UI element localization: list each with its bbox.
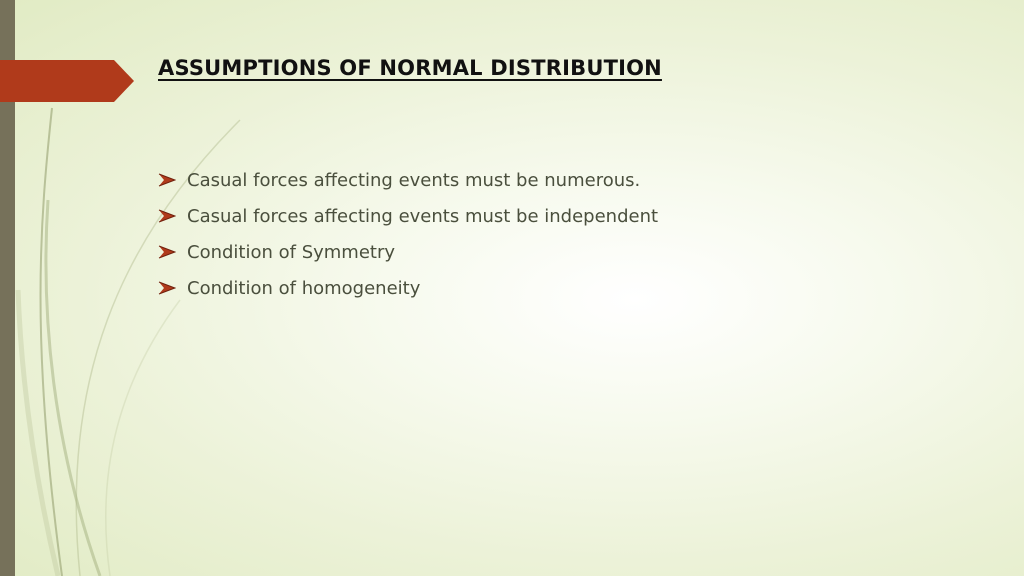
bullet-item (158, 270, 658, 306)
bullet-item (158, 162, 658, 198)
bullet-item (158, 198, 658, 234)
arrowhead-bullet-icon (158, 281, 176, 295)
arrow-banner-icon (0, 60, 134, 102)
slide-title: ASSUMPTIONS OF NORMAL DISTRIBUTION (158, 56, 662, 80)
bullet-list (158, 162, 658, 306)
bullet-item (158, 234, 658, 270)
arrowhead-bullet-icon (158, 209, 176, 223)
bullet-text: Condition of Symmetry (187, 241, 396, 263)
arrowhead-bullet-icon (158, 173, 176, 187)
arrowhead-bullet-icon (158, 245, 176, 259)
bullet-text: Casual forces affecting events must be independent (187, 205, 659, 227)
bullet-text: Casual forces affecting events must be numerous. (187, 169, 641, 191)
bullet-text: Condition of homogeneity (187, 277, 421, 299)
